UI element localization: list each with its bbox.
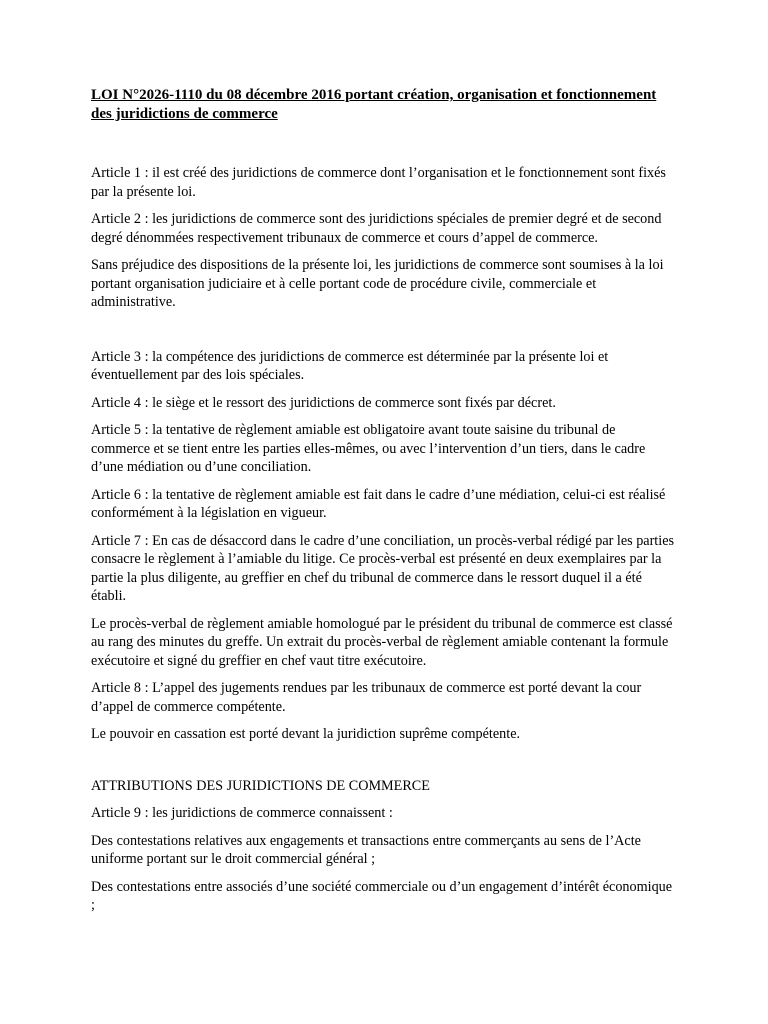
article-8-paragraph-2: Le pouvoir en cassation est porté devant la juridiction suprême compétente. [91, 726, 521, 742]
document-page [91, 86, 677, 924]
article-5: Article 5 : la tentative de règlement amiable est obligatoire avant toute saisine du tribunal de commerce et se tient entre les parties elles-mêmes, ou avec l’intervention d’un tiers, dans le cadre d’une médiation ou d’une conciliation. [91, 422, 646, 475]
article-7: Article 7 : En cas de désaccord dans le cadre d’une conciliation, un procès-verbal rédigé par les parties consacre le règlement à l’amiable du litige. Ce procès-verbal est présenté en deux exemplaires par la partie la plus diligente, au greffier en chef du tribunal de commerce dans le ressort duquel il a été établi. [91, 532, 675, 604]
article-7-paragraph-2: Le procès-verbal de règlement amiable homologué par le président du tribunal de commerce est classé au rang des minutes du greffe. Un extrait du procès-verbal de règlement amiable contenant la formule exécutoire et signé du greffier en chef vaut titre exécutoire. [91, 615, 673, 669]
article-9-item-1: Des contestations relatives aux engagements et transactions entre commerçants au sens de l’Acte uniforme portant sur le droit commercial général ; [91, 832, 641, 867]
article-8: Article 8 : L’appel des jugements rendues par les tribunaux de commerce est porté devant la cour d’appel de commerce compétente. [91, 680, 642, 715]
article-1: Article 1 : il est créé des juridictions de commerce dont l’organisation et le fonctionnement sont fixés par la présente loi. [91, 165, 666, 200]
article-9: Article 9 : les juridictions de commerce connaissent : [91, 805, 393, 821]
article-4: Article 4 : le siège et le ressort des juridictions de commerce sont fixés par décret. [91, 394, 556, 411]
article-6: Article 6 : la tentative de règlement amiable est fait dans le cadre d’une médiation, celui-ci est réalisé conformément à la législation en vigueur. [91, 486, 666, 521]
article-9-item-2: Des contestations entre associés d’une société commerciale ou d’un engagement d’intérêt économique ; [91, 878, 673, 913]
document-title: LOI N°2026-1110 du 08 décembre 2016 portant création, organisation et fonctionnement des juridictions de commerce [91, 87, 657, 122]
section-heading: ATTRIBUTIONS DES JURIDICTIONS DE COMMERCE [91, 777, 430, 794]
article-3: Article 3 : la compétence des juridictions de commerce est déterminée par la présente loi et éventuellement par des lois spéciales. [91, 348, 609, 383]
article-2: Article 2 : les juridictions de commerce sont des juridictions spéciales de premier degré et de second degré dénommées respectivement tribunaux de commerce et cours d’appel de commerce. [91, 211, 662, 246]
article-2-paragraph-2: Sans préjudice des dispositions de la présente loi, les juridictions de commerce sont soumises à la loi portant organisation judiciaire et à celle portant code de procédure civile, commerciale et administrative. [91, 257, 664, 310]
